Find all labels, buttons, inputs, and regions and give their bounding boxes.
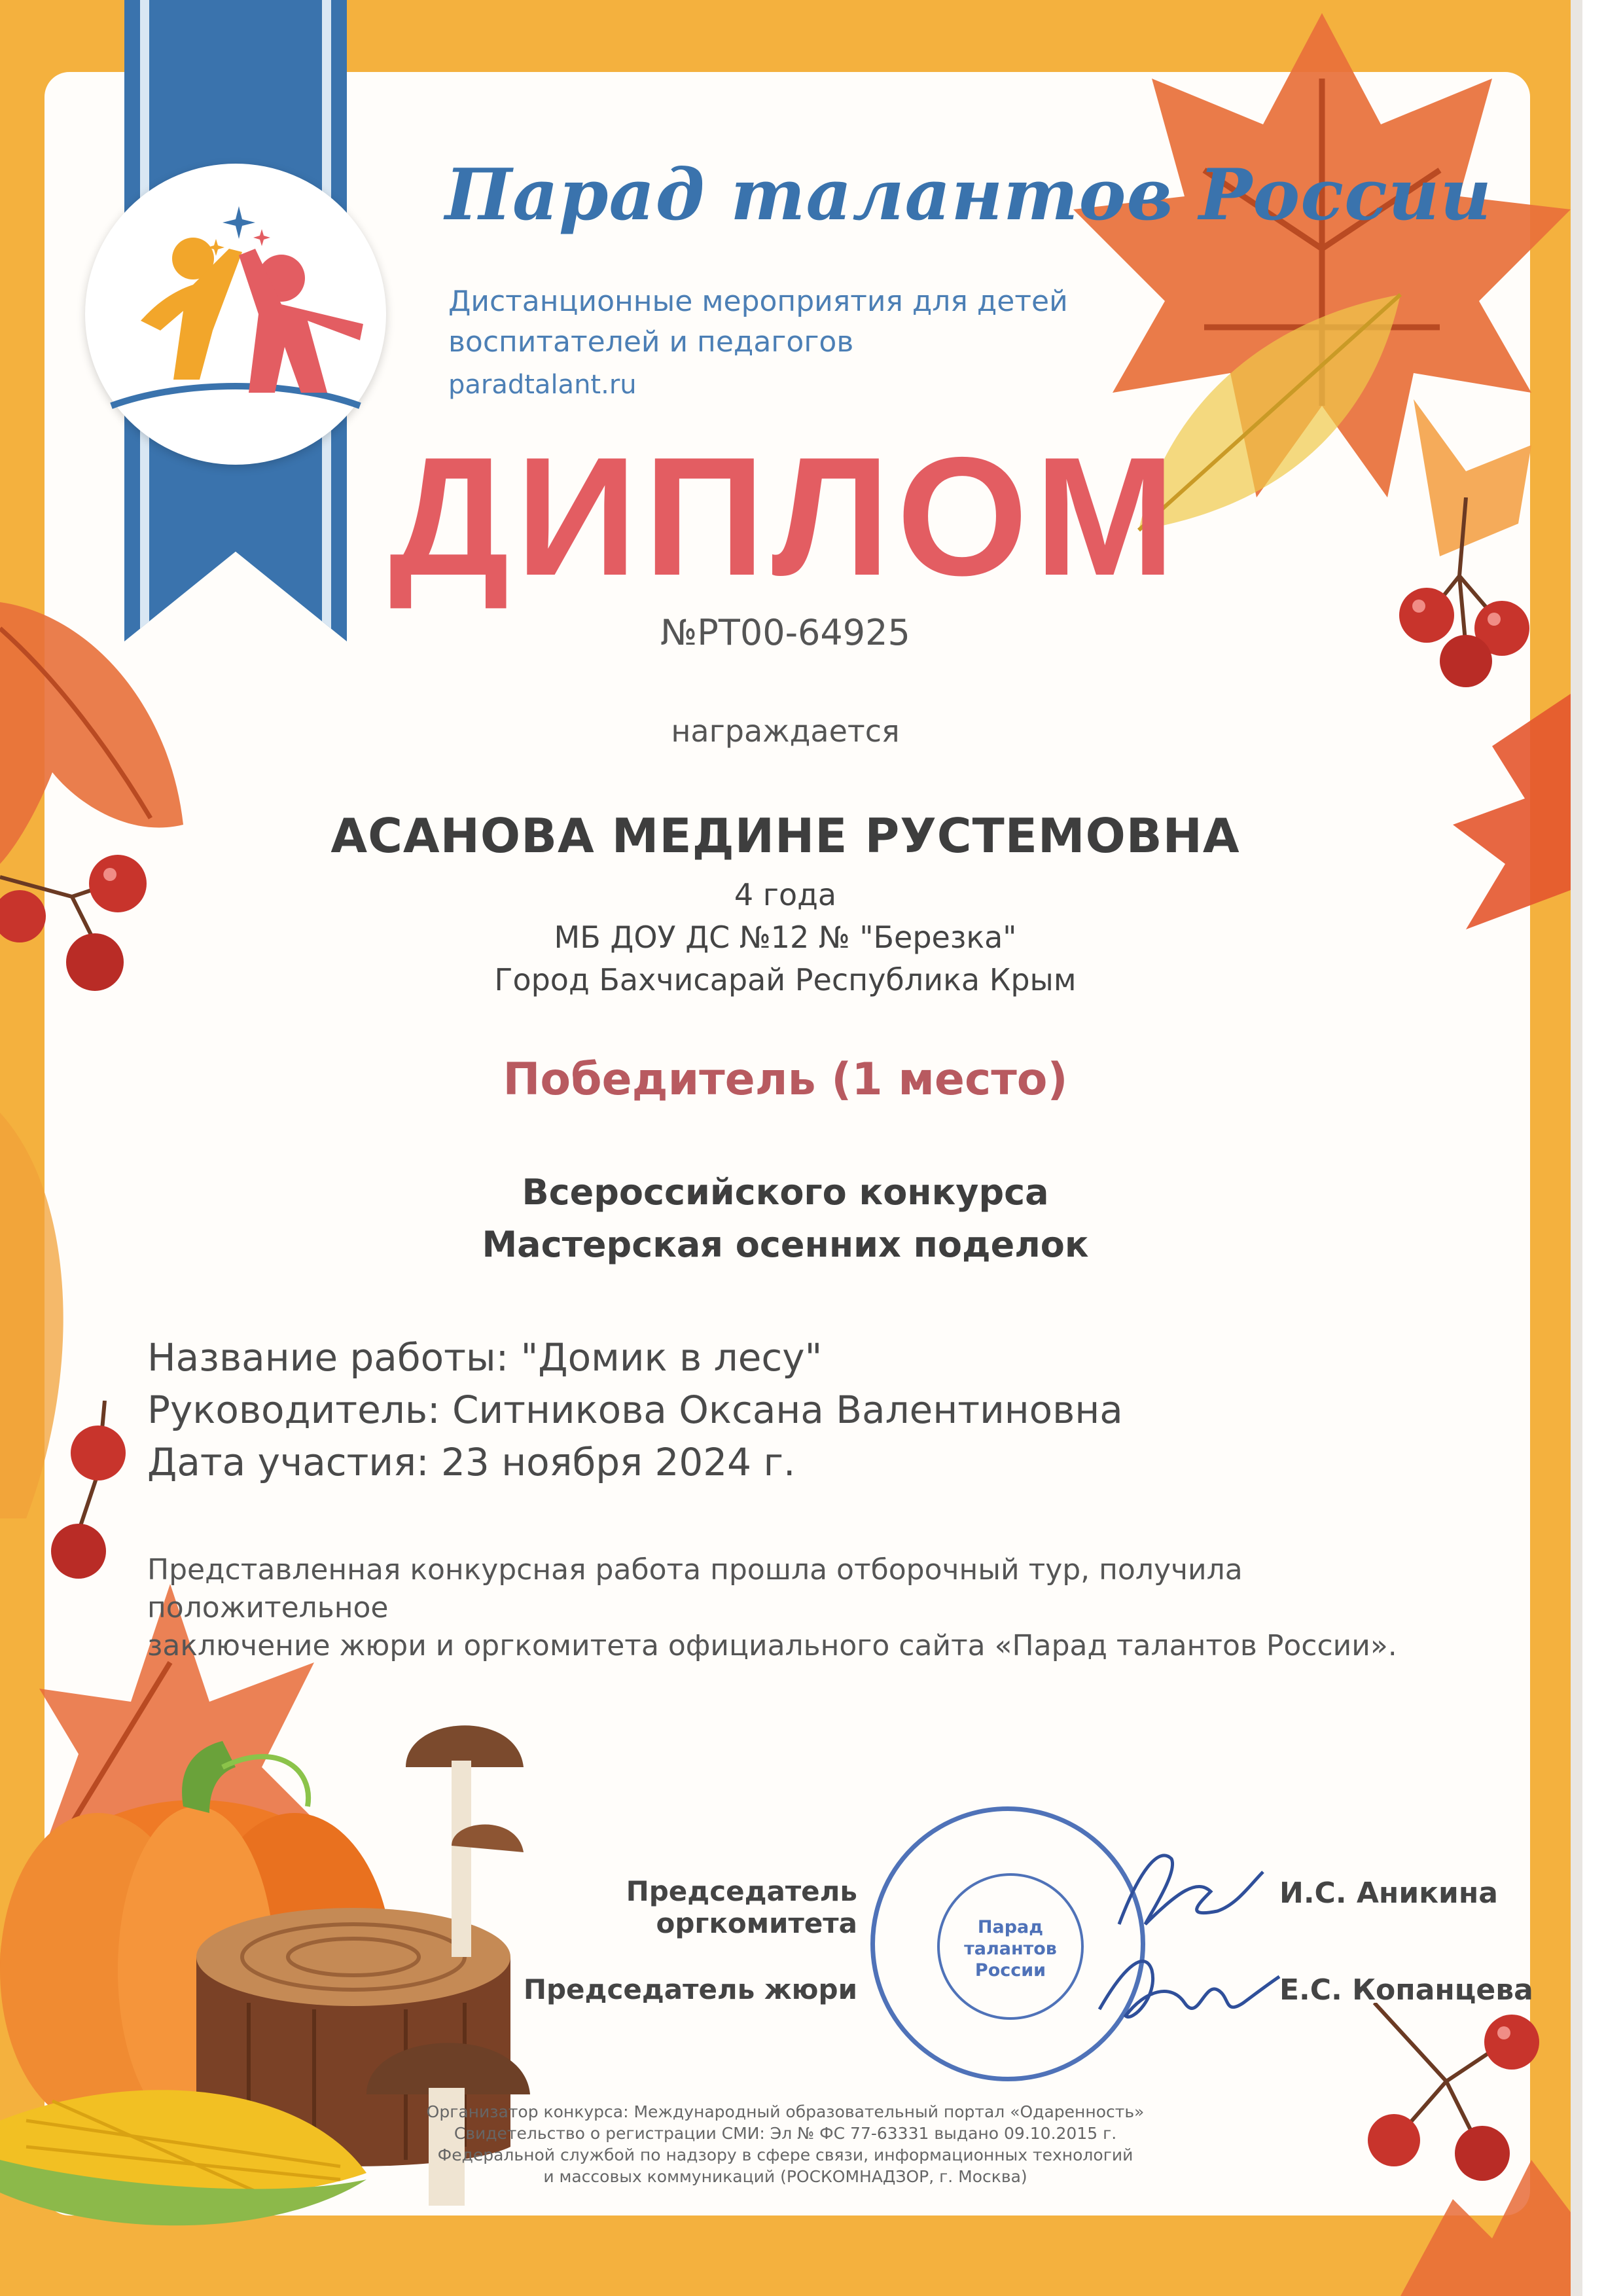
- recipient-name: АСАНОВА МЕДИНЕ РУСТЕМОВНА: [330, 808, 1240, 863]
- mushroom-icon: [366, 1695, 537, 1970]
- supervisor: Руководитель: Ситникова Оксана Валентиновна: [147, 1388, 1123, 1432]
- signature-icon: [1099, 1833, 1270, 1944]
- brand-tagline: [448, 281, 1068, 363]
- org-committee-role-line: оргкомитета: [656, 1907, 857, 1939]
- recipient-location: Город Бахчисарай Республика Крым: [494, 962, 1077, 997]
- footer-line: Федеральной службой по надзору в сфере связи, информационных технологий: [437, 2145, 1133, 2164]
- contest-type: Всероссийского конкурса: [522, 1172, 1049, 1213]
- participation-date: Дата участия: 23 ноября 2024 г.: [147, 1440, 796, 1484]
- diploma-title: ДИПЛОМ: [389, 422, 1182, 611]
- jury-note-line: заключение жюри и оргкомитета официального сайта «Парад талантов России».: [147, 1629, 1397, 1662]
- awarded-label: награждается: [671, 713, 900, 749]
- footer-line: Организатор конкурса: Международный образовательный портал «Одаренность»: [426, 2102, 1145, 2121]
- org-committee-role-line: Председатель: [626, 1875, 857, 1907]
- footer-line: Свидетельство о регистрации СМИ: Эл № ФС 77-63331 выдано 09.10.2015 г.: [454, 2124, 1117, 2143]
- organizer-footer: [0, 2101, 1571, 2187]
- jury-note: [147, 1551, 1456, 1665]
- stamp-inner-ring: [937, 1873, 1084, 2020]
- brand-name: Парад талантов России: [445, 154, 1492, 236]
- signature-icon: [1086, 1937, 1283, 2042]
- jury-role: Председатель жюри: [523, 1973, 857, 2005]
- jury-name: Е.С. Копанцева: [1279, 1973, 1533, 2007]
- jury-note-line: Представленная конкурсная работа прошла отборочный тур, получила положительное: [147, 1553, 1243, 1624]
- footer-line: и массовых коммуникаций (РОСКОМНАДЗОР, г. Москва): [543, 2167, 1027, 2186]
- org-committee-name: И.С. Аникина: [1279, 1876, 1498, 1910]
- recipient-institution: МБ ДОУ ДС №12 № "Березка": [554, 920, 1017, 955]
- stamp-center-text: [940, 1916, 1081, 1981]
- diploma-number: №РТ00-64925: [660, 612, 910, 653]
- contest-name: Мастерская осенних поделок: [482, 1224, 1089, 1265]
- brand-site-link[interactable]: paradtalant.ru: [448, 370, 637, 400]
- work-title: Название работы: "Домик в лесу": [147, 1335, 823, 1380]
- brand-tagline-line: Дистанционные мероприятия для детей: [448, 285, 1068, 318]
- stamp-center-line: Парад: [977, 1917, 1044, 1937]
- stamp-center-line: России: [974, 1960, 1046, 1981]
- recipient-age: 4 года: [734, 877, 837, 912]
- award-place: Победитель (1 место): [503, 1054, 1068, 1105]
- brand-tagline-line: воспитателей и педагогов: [448, 325, 854, 359]
- stamp-center-line: талантов: [964, 1939, 1057, 1959]
- org-committee-role: [576, 1875, 857, 1939]
